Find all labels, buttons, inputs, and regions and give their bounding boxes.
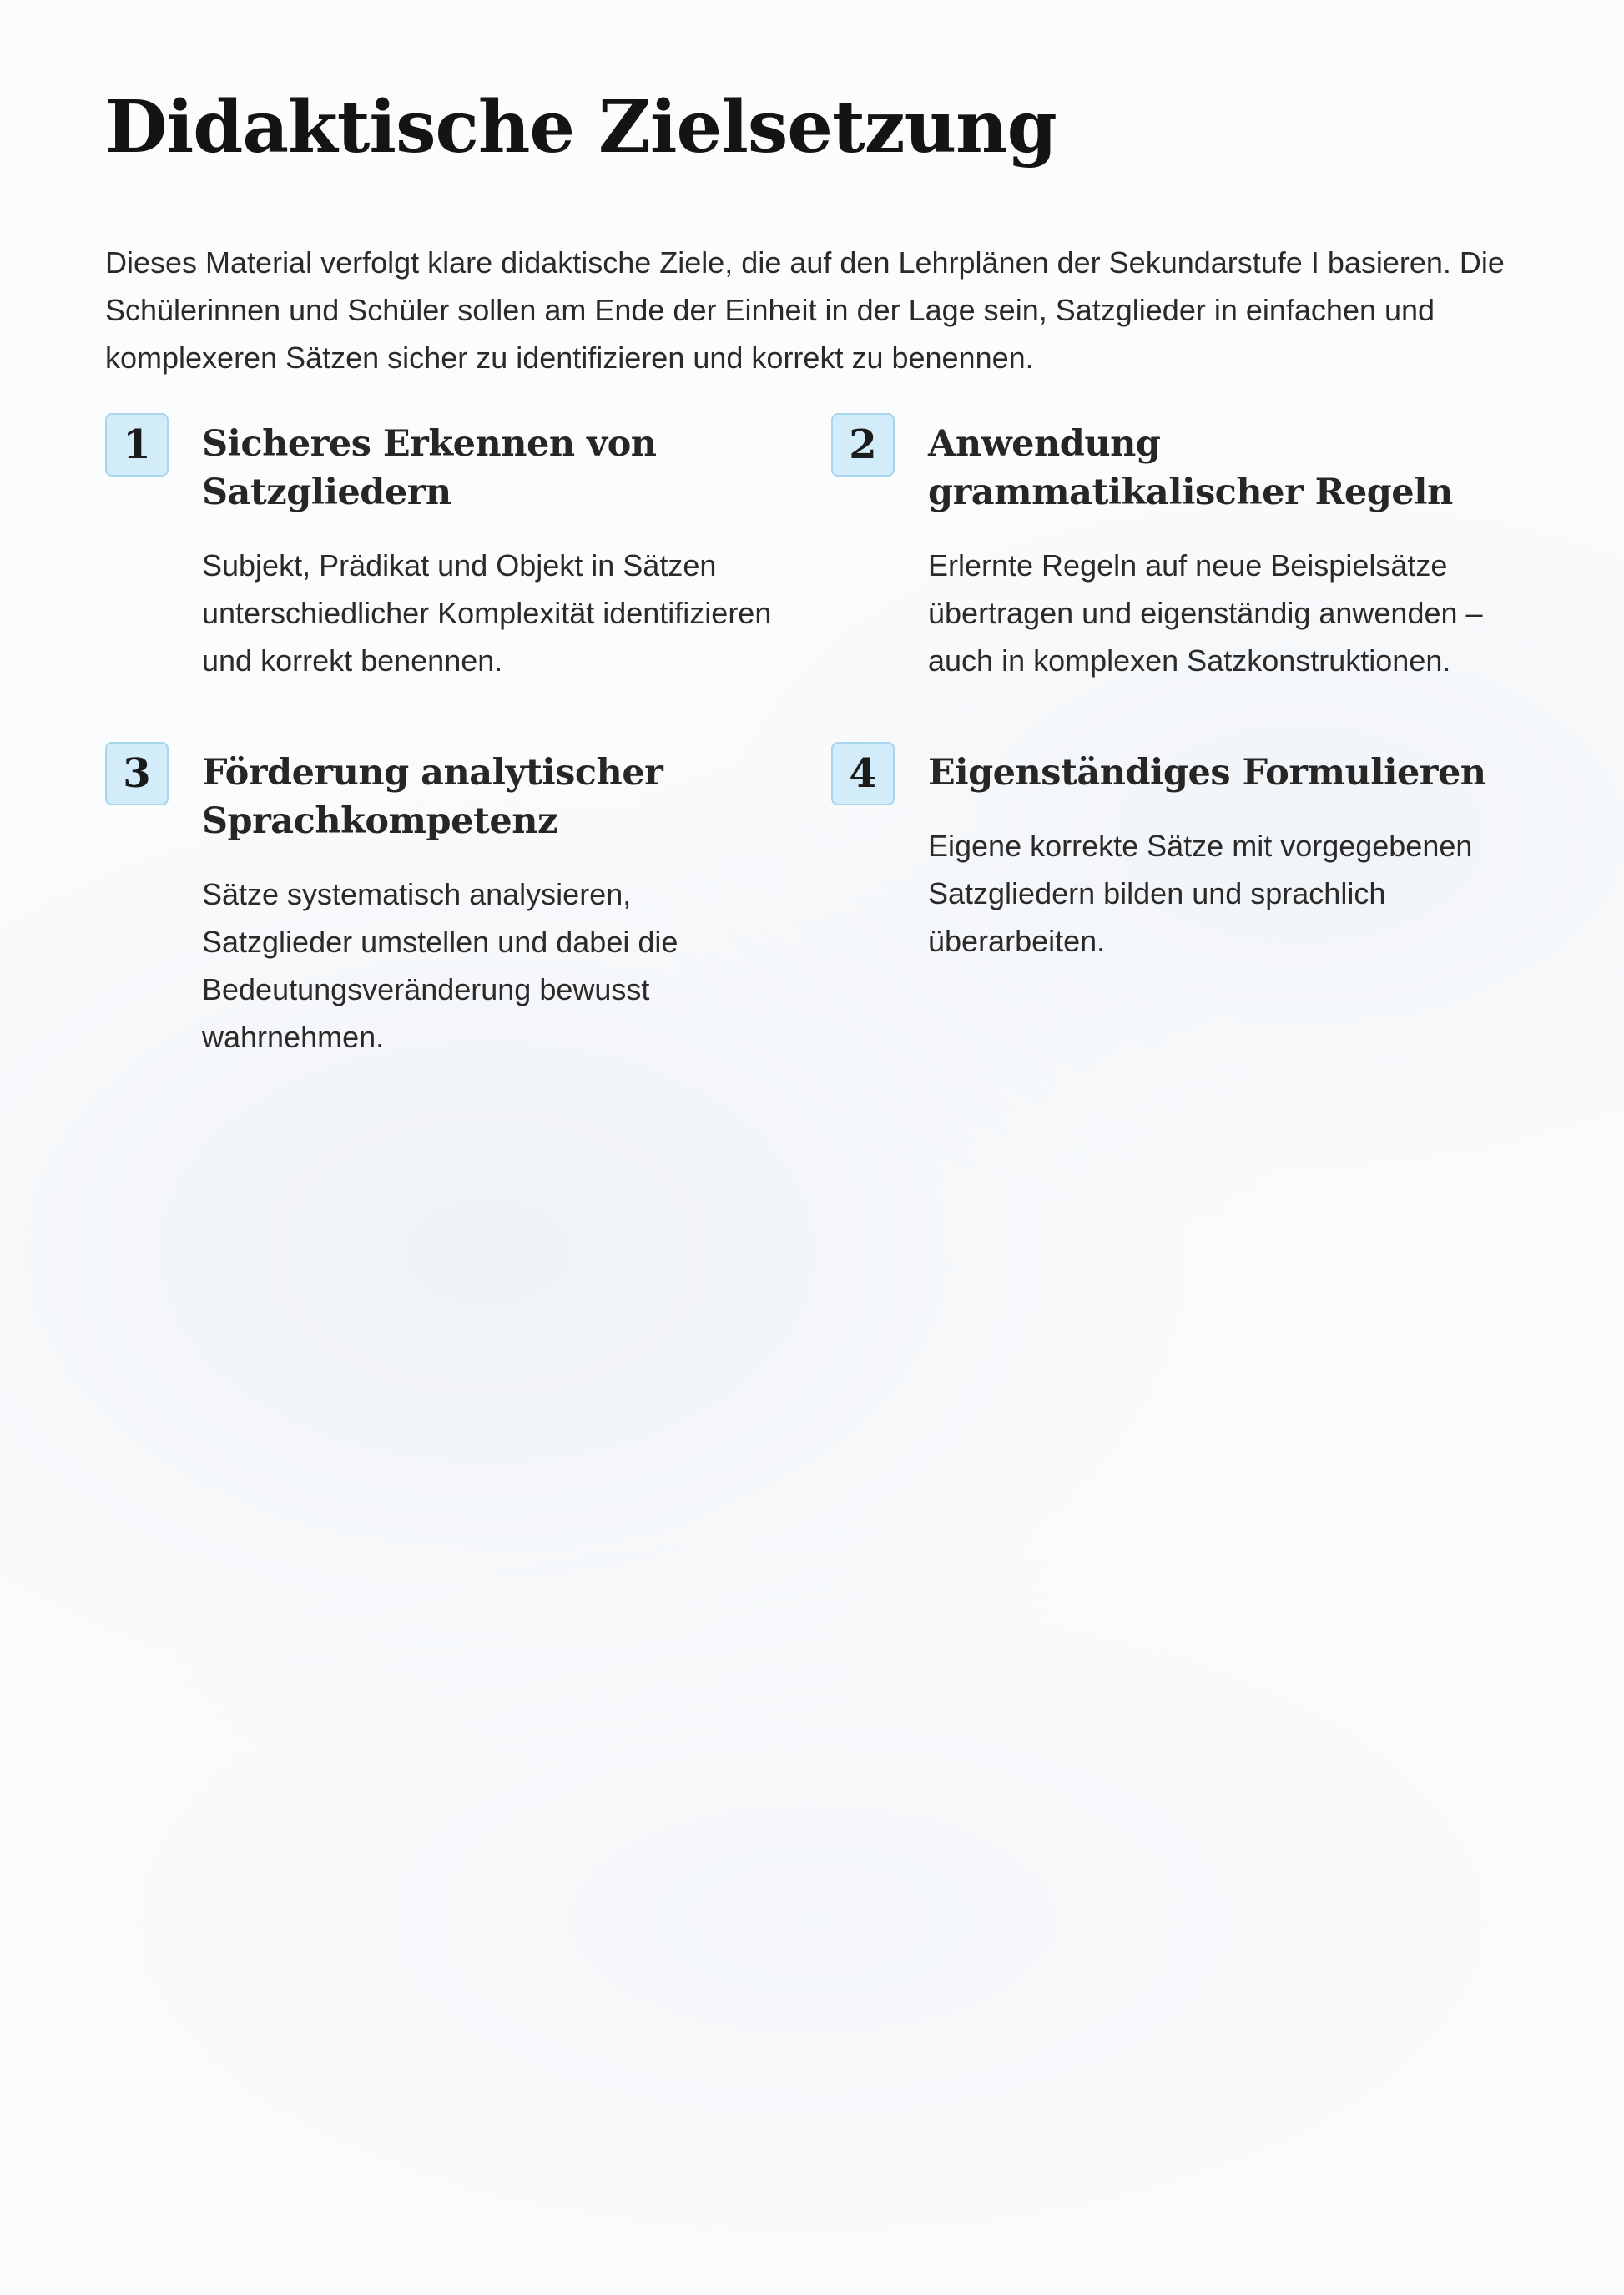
- goal-description: Subjekt, Prädikat und Objekt in Sätzen unterschiedlicher Komplexität identifizieren und korrekt benennen.: [202, 548, 772, 678]
- goal-title: Eigenständiges Formulieren: [928, 752, 1486, 794]
- goal-description: Erlernte Regeln auf neue Beispielsätze übertragen und eigenständig anwenden – auch in komplexen Satzkonstruktionen.: [928, 548, 1483, 678]
- goal-title: Anwendung grammatikalischer Regeln: [928, 423, 1453, 513]
- goal-number-badge: 1: [105, 413, 169, 477]
- intro-paragraph: Dieses Material verfolgt klare didaktische Ziele, die auf den Lehrplänen der Sekundarstufe I basieren. Die Schülerinnen und Schüler sollen am Ende der Einheit in der Lage sein, Satzglieder in einfachen und komplexeren Sätzen sicher zu identifizieren und korrekt zu benennen.: [105, 245, 1505, 375]
- goal-title: Förderung analytischer Sprachkompetenz: [202, 752, 663, 842]
- goal-number-badge: 2: [831, 413, 895, 477]
- goal-title: Sicheres Erkennen von Satzgliedern: [202, 423, 657, 513]
- goal-description: Sätze systematisch analysieren, Satzglieder umstellen und dabei die Bedeutungsveränderung bewusst wahrnehmen.: [202, 877, 678, 1054]
- goal-number-badge: 4: [831, 742, 895, 805]
- page-title: Didaktische Zielsetzung: [105, 85, 1057, 169]
- goal-description: Eigene korrekte Sätze mit vorgegebenen Satzgliedern bilden und sprachlich überarbeiten.: [928, 829, 1473, 958]
- goal-number-badge: 3: [105, 742, 169, 805]
